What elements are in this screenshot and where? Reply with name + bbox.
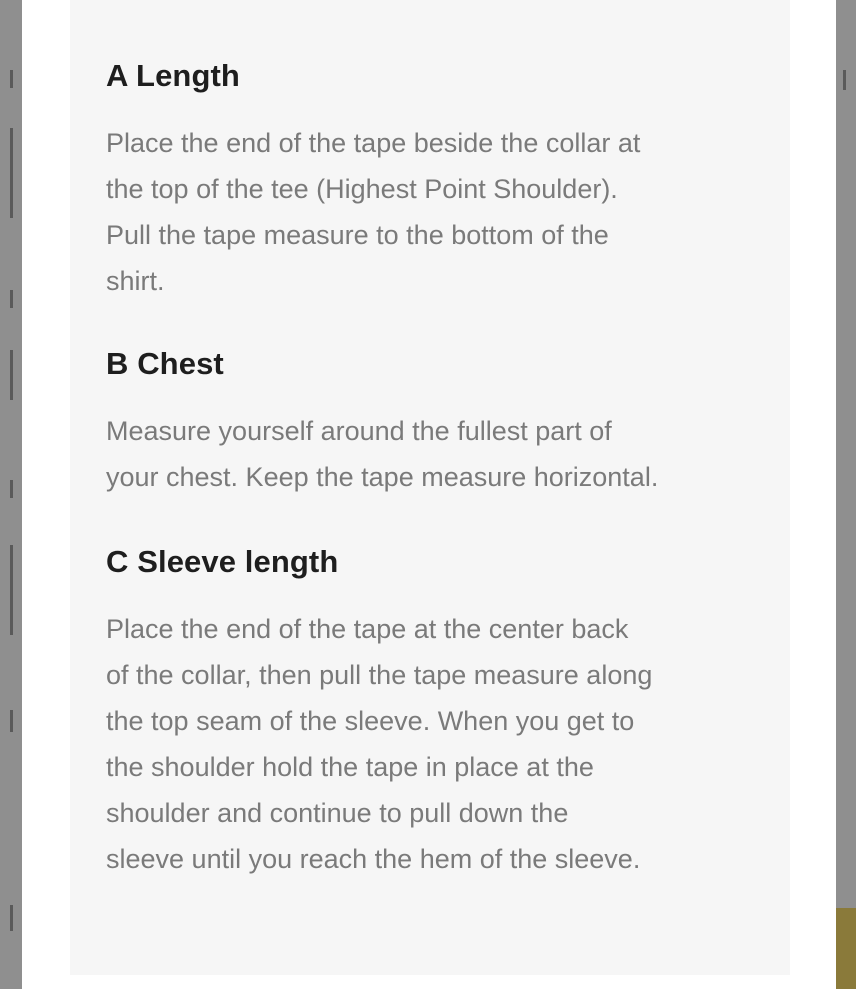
body-line: shirt. (106, 266, 165, 296)
background-page-edge (10, 905, 13, 931)
background-page-edge (10, 545, 13, 635)
body-line: the shoulder hold the tape in place at the (106, 752, 594, 782)
section-body-length (106, 120, 640, 304)
section-length (106, 56, 640, 304)
background-page-edge (10, 350, 13, 400)
body-line: sleeve until you reach the hem of the sleeve. (106, 844, 641, 874)
section-title-sleeve-length: C Sleeve length (106, 544, 339, 579)
section-title-chest: B Chest (106, 346, 224, 381)
section-chest (106, 344, 658, 500)
section-body-sleeve-length (106, 606, 652, 882)
section-body-chest (106, 408, 658, 500)
background-page-edge (10, 710, 13, 732)
background-page-edge (10, 70, 13, 88)
body-line: of the collar, then pull the tape measure along (106, 660, 653, 690)
background-color-swatch (836, 908, 856, 989)
body-line: the top of the tee (Highest Point Shoulder). (106, 174, 618, 204)
body-line: Measure yourself around the fullest part of (106, 416, 612, 446)
section-title-length: A Length (106, 58, 240, 93)
body-line: Place the end of the tape at the center back (106, 614, 629, 644)
section-sleeve-length (106, 542, 652, 882)
body-line: Place the end of the tape beside the collar at (106, 128, 641, 158)
body-line: the top seam of the sleeve. When you get to (106, 706, 635, 736)
body-line: shoulder and continue to pull down the (106, 798, 569, 828)
background-page-edge (843, 70, 846, 90)
background-page-edge (10, 290, 13, 308)
background-page-edge (10, 480, 13, 498)
size-guide-modal (22, 0, 836, 989)
measuring-guide-panel (70, 0, 790, 975)
body-line: your chest. Keep the tape measure horizontal. (106, 462, 659, 492)
background-page-edge (10, 128, 13, 218)
body-line: Pull the tape measure to the bottom of the (106, 220, 609, 250)
